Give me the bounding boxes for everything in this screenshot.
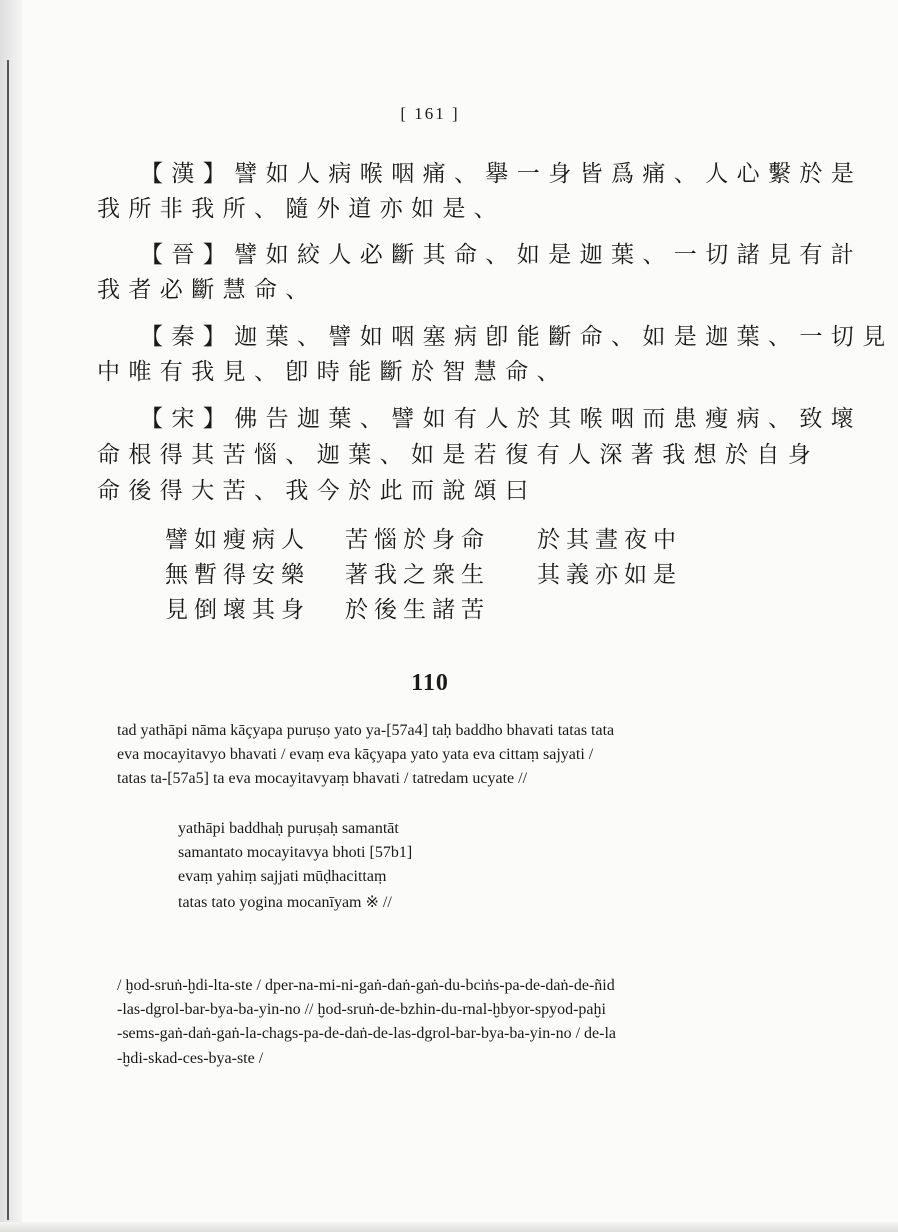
tibetan-line-1: / ḫod-sruṅ-ḫdi-lta-ste / dper-na-mi-ni-gaṅ-daṅ-gaṅ-du-bciṅs-pa-de-daṅ-de-ñid	[117, 977, 615, 994]
verse-1-3: 於其晝夜中	[537, 527, 682, 553]
chinese-han-line-1: 【漢】譬如人病喉咽痛、擧一身皆爲痛、人心繫於是	[140, 161, 863, 187]
verse-1-1: 譬如瘦病人	[165, 527, 310, 553]
sanskrit-prose-line-1: tad yathāpi nāma kāçyapa puruṣo yato ya-[57a4] taḥ baddho bhavati tatas tata	[117, 722, 615, 739]
chinese-qin-line-2: 中唯有我見、卽時能斷於智慧命、	[97, 359, 568, 385]
chinese-han-line-2: 我所非我所、隨外道亦如是、	[97, 196, 506, 222]
page-number: [ 161 ]	[400, 104, 460, 123]
verse-1-2: 苦惱於身命	[345, 527, 490, 553]
section-number: 110	[411, 670, 449, 696]
sanskrit-prose-line-3: tatas ta-[57a5] ta eva mocayitavyaṃ bhavati / tatredam ucyate //	[117, 770, 528, 787]
chinese-song-line-3: 命後得大苦、我今於此而說頌曰	[97, 478, 537, 504]
sanskrit-verse-line-2: samantato mocayitavya bhoti [57b1]	[178, 844, 413, 861]
sanskrit-verse-line-3: evaṃ yahiṃ sajjati mūḍhacittaṃ	[178, 868, 387, 885]
verse-2-3: 其義亦如是	[537, 562, 682, 588]
verse-2-1: 無暫得安樂	[165, 562, 310, 588]
chinese-qin-line-1: 【秦】迦葉、譬如咽塞病卽能斷命、如是迦葉、一切見	[140, 324, 894, 350]
tibetan-line-2: -las-dgrol-bar-bya-ba-yin-no // ḫod-sruṅ-de-bzhin-du-rnal-ḫbyor-spyod-paḫi	[117, 1001, 606, 1018]
binding-edge	[7, 60, 9, 1220]
tibetan-line-4: -ḫdi-skad-ces-bya-ste /	[117, 1050, 264, 1067]
verse-3-2: 於後生諸苦	[345, 597, 490, 623]
sanskrit-verse-line-4: tatas tato yogina mocanīyam ※ //	[178, 894, 392, 911]
sanskrit-prose-line-2: eva mocayitavyo bhavati / evaṃ eva kāçyapa yato yata eva cittaṃ sajyati /	[117, 746, 594, 763]
verse-2-2: 著我之衆生	[345, 562, 490, 588]
tibetan-line-3: -sems-gaṅ-daṅ-gaṅ-la-chags-pa-de-daṅ-de-las-dgrol-bar-bya-ba-yin-no / de-la	[117, 1025, 616, 1042]
verse-3-1: 見倒壞其身	[165, 597, 310, 623]
chinese-jin-line-1: 【晉】譬如絞人必斷其命、如是迦葉、一切諸見有計	[140, 242, 863, 268]
sanskrit-verse-line-1: yathāpi baddhaḥ puruṣaḥ samantāt	[178, 820, 399, 837]
chinese-jin-line-2: 我者必斷慧命、	[97, 277, 317, 303]
scan-bottom-edge	[0, 1222, 898, 1232]
scan-margin	[0, 0, 22, 1232]
chinese-song-line-1: 【宋】佛告迦葉、譬如有人於其喉咽而患瘦病、致壞	[140, 406, 863, 432]
chinese-song-line-2: 命根得其苦惱、迦葉、如是若復有人深著我想於自身	[97, 442, 820, 468]
